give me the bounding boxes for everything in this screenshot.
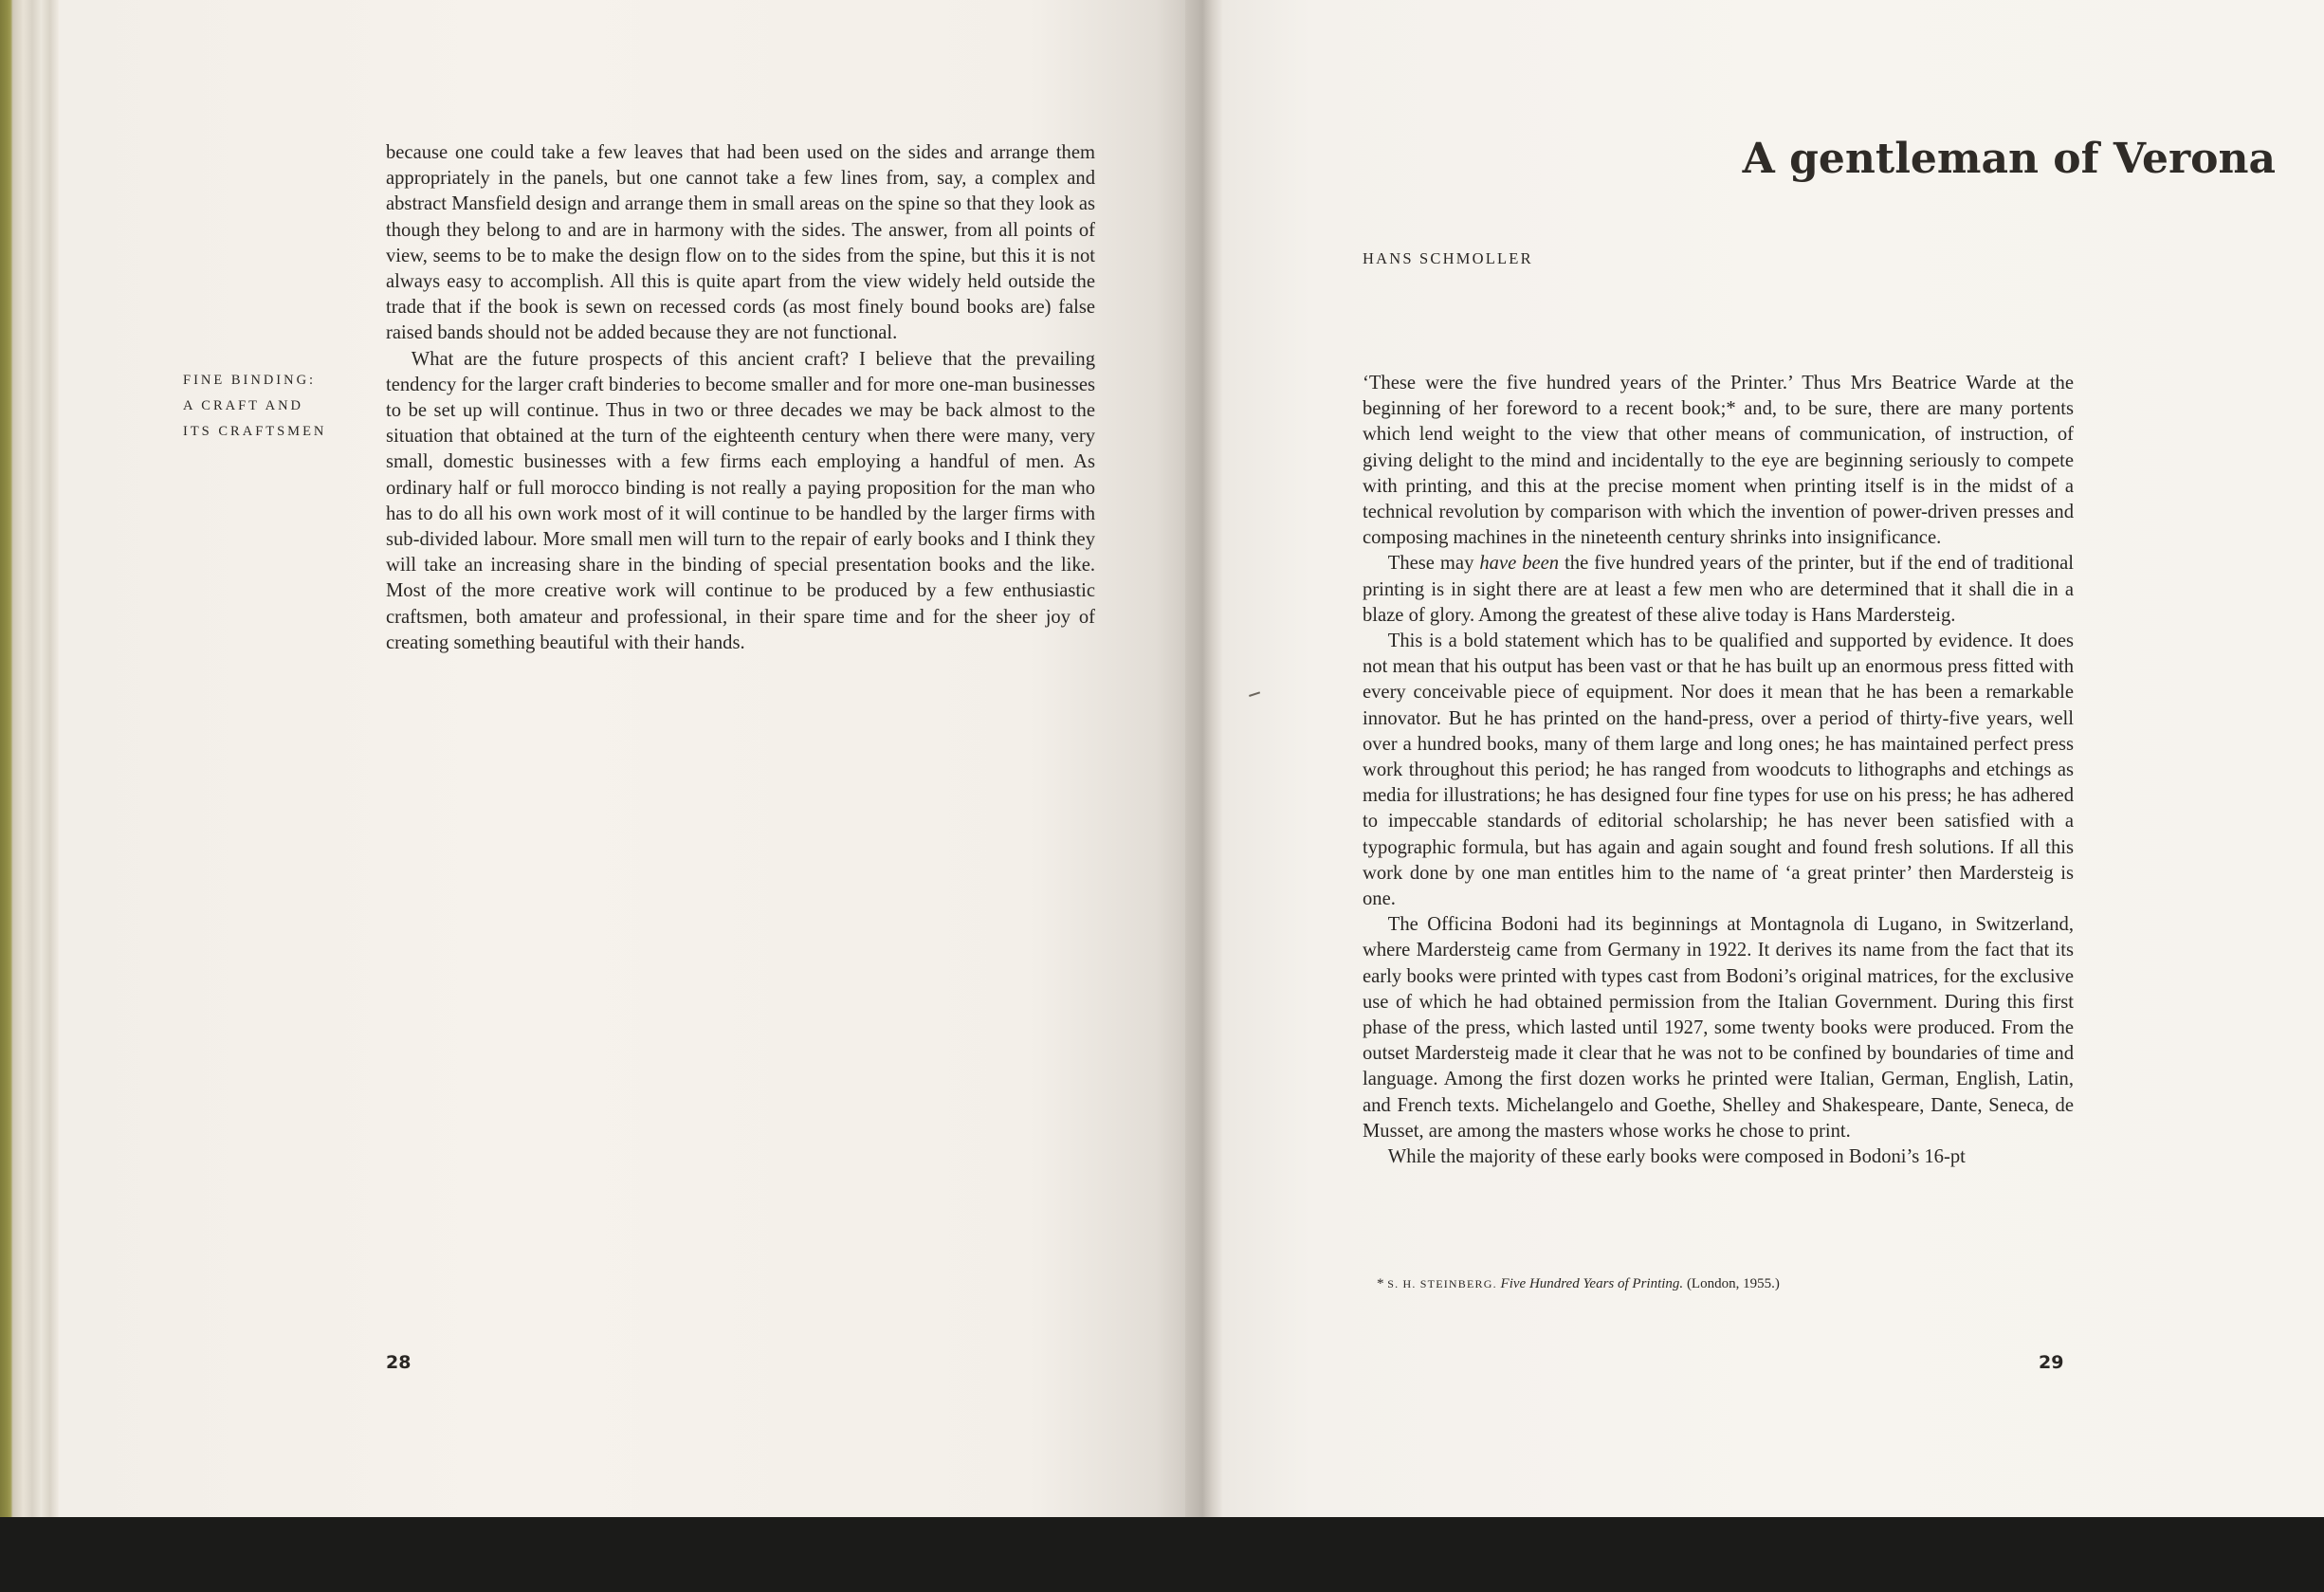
running-head: [183, 368, 354, 445]
paragraph: This is a bold statement which has to be qualified and supported by evidence. It does not mean that his output has been vast or that he has built up an enormous press fitted with every conceivable piece of equipment. Nor does it mean that he has been a remarkable innovator. But he has printed on the hand-press, over a period of thirty-five years, well over a hundred books, many of them large and long ones; he has maintained perfect press work throughout this period; he has ranged from woodcuts to lithographs and etchings as media for illustrations; he has designed four fine types for use on his press; he has adhered to impeccable standards of editorial scholarship; he has never been satisfied with a typographic formula, but has again and again sought and found fresh solutions. If all this work done by one man entitles him to the name of ‘a great printer’ then Mardersteig is one.: [1363, 631, 2074, 910]
paragraph: The Officina Bodoni had its beginnings at Montagnola di Lugano, in Switzerland, where Mardersteig came from Germany in 1922. It derives its name from the fact that its early books were printed with types cast from Bodoni’s original matrices, for the exclusive use of which he had obtained permission from the Italian Government. During this first phase of the press, which lasted until 1927, some twenty books were produced. From the outset Mardersteig made it clear that he was not to be confined by boundaries of time and language. Among the first dozen works he printed were Italian, German, English, Latin, and French texts. Michelangelo and Goethe, Shelley and Shakespeare, Dante, Seneca, de Musset, are among the masters whose works he chose to print.: [1363, 914, 2074, 1142]
running-head-line: ITS CRAFTSMEN: [183, 424, 327, 439]
running-head-line: FINE BINDING:: [183, 373, 317, 388]
paragraph-text: the five hundred years of the printer, but if the end of traditional printing is in sight there are at least a few men who are determined that it shall die in a blaze of glory. Among the greatest of these alive today is Hans Mardersteig.: [1363, 553, 2074, 626]
book-cover-edge: [0, 0, 59, 1517]
article-title: A gentleman of Verona: [1742, 135, 2276, 183]
footnote-title: Five Hundred Years of Printing.: [1500, 1276, 1684, 1291]
page-number-left: 28: [386, 1352, 412, 1373]
right-page-body: [1363, 371, 2074, 1170]
paragraph: While the majority of these early books were composed in Bodoni’s 16-pt: [1387, 1146, 1966, 1168]
paragraph: ‘These were the five hundred years of the Printer.’ Thus Mrs Beatrice Warde at the beginning of her foreword to a recent book;* and, to be sure, there are many portents which lend weight to the view that other means of communication, of instruction, of giving delight to the mind and incidentally to the eye are beginning seriously to compete with printing, and this at the precise moment when printing itself is in the midst of a technical revolution by comparison with which the invention of power-driven presses and composing machines in the nineteenth century shrinks into insignificance.: [1363, 373, 2074, 549]
footnote-marker: *: [1377, 1276, 1384, 1291]
page-number-right: 29: [2039, 1352, 2064, 1373]
footnote-detail: (London, 1955.): [1686, 1276, 1780, 1291]
running-head-line: A CRAFT AND: [183, 398, 304, 413]
scan-background: [0, 1517, 2324, 1592]
paragraph: because one could take a few leaves that had been used on the sides and arrange them appropriately in the panels, but one cannot take a few lines from, say, a complex and abstract Mansfield design and arrange them in small areas on the spine so that they look as though they belong to and are in harmony with the sides. The answer, from all points of view, seems to be to make the design flow on to the sides from the spine, but this it is not always easy to accomplish. All this is quite apart from the view widely held outside the trade that if the book is sewn on recessed cords (as most finely bound books are) false raised bands should not be added because they are not functional.: [386, 142, 1095, 344]
footnote: [1377, 1276, 1780, 1292]
footnote-author: S. H. STEINBERG.: [1387, 1277, 1497, 1290]
italic-phrase: have been: [1479, 553, 1560, 575]
article-author: HANS SCHMOLLER: [1363, 249, 1533, 267]
paragraph: What are the future prospects of this ancient craft? I believe that the prevailing tendency for the larger craft binderies to become smaller and for more one-man businesses to be set up will continue. Thus in two or three decades we may be back almost to the situation that obtained at the turn of the eighteenth century when there were many, very small, domestic businesses with a few firms each employing a handful of men. As ordinary half or full morocco binding is not really a paying proposition for the man who has to do all his own work most of it will continue to be handled by the larger firms with sub-divided labour. More small men will turn to the repair of early books and I think they will take an increasing share in the binding of special presentation books and the like. Most of the more creative work will continue to be produced by a few enthusiastic craftsmen, both amateur and professional, in their spare time and for the sheer joy of creating something beautiful with their hands.: [386, 348, 1095, 653]
paragraph-with-italic: [1363, 551, 2074, 629]
left-page-body: [386, 140, 1095, 656]
paragraph-text: These may: [1387, 553, 1480, 575]
book-gutter: [1185, 0, 1223, 1517]
